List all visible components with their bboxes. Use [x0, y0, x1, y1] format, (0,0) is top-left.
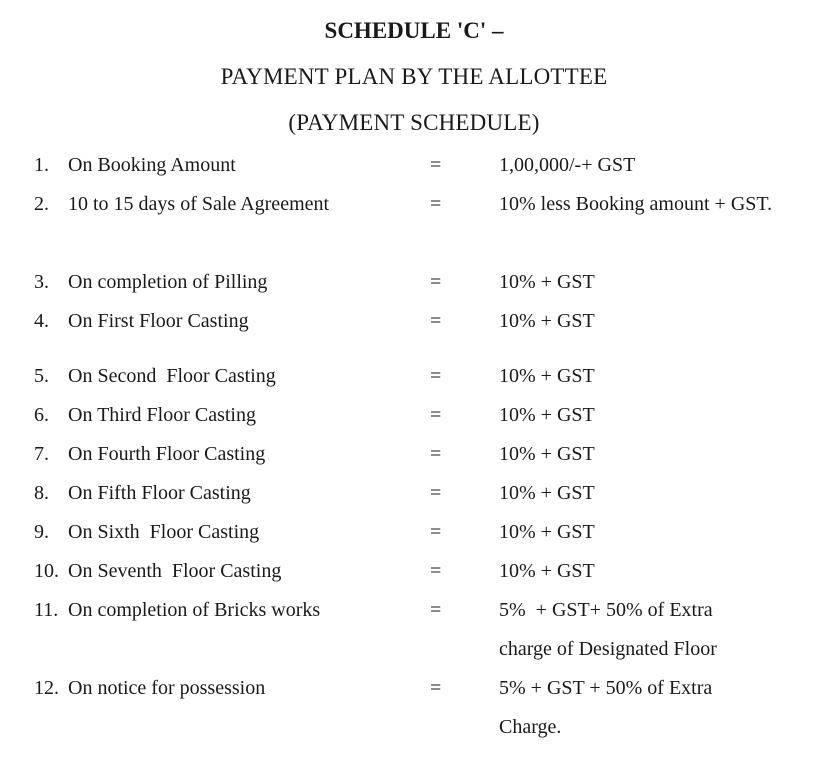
row-number: 1.	[34, 154, 49, 176]
row-number: 5.	[34, 365, 49, 387]
row-separator: =	[430, 482, 442, 504]
row-separator: =	[430, 521, 442, 543]
row-value: 5% + GST + 50% of Extra Charge.	[499, 677, 713, 738]
document-title: SCHEDULE 'C' –	[324, 18, 504, 43]
row-number: 2.	[34, 193, 49, 215]
row-value: 10% + GST	[499, 482, 595, 504]
row-number: 7.	[34, 443, 49, 465]
row-label: On Booking Amount	[68, 154, 236, 176]
row-value: 10% + GST	[499, 404, 595, 426]
row-value: 10% + GST	[499, 310, 595, 332]
row-value: 10% + GST	[499, 443, 595, 465]
row-label: 10 to 15 days of Sale Agreement	[68, 193, 330, 215]
document-subtitle-secondary: (PAYMENT SCHEDULE)	[288, 110, 540, 135]
row-separator: =	[430, 193, 442, 215]
row-value: 10% + GST	[499, 560, 595, 582]
row-value: 5% + GST+ 50% of Extra charge of Designated Floor	[499, 599, 718, 660]
row-separator: =	[430, 271, 442, 293]
row-number: 9.	[34, 521, 49, 543]
row-separator: =	[430, 310, 442, 332]
row-separator: =	[430, 677, 442, 699]
row-separator: =	[430, 365, 442, 387]
row-number: 11.	[34, 599, 59, 621]
row-label: On notice for possession	[68, 677, 266, 699]
row-label: On completion of Bricks works	[68, 599, 321, 621]
row-number: 4.	[34, 310, 49, 332]
row-value: 10% + GST	[499, 521, 595, 543]
row-label: On Seventh Floor Casting	[68, 560, 282, 582]
row-number: 6.	[34, 404, 49, 426]
document-subtitle: PAYMENT PLAN BY THE ALLOTTEE	[220, 64, 608, 89]
row-separator: =	[430, 560, 442, 582]
row-number: 10.	[34, 560, 59, 582]
row-number: 8.	[34, 482, 49, 504]
row-label: On First Floor Casting	[68, 310, 249, 332]
row-number: 12.	[34, 677, 59, 699]
row-separator: =	[430, 154, 442, 176]
row-label: On completion of Pilling	[68, 271, 268, 293]
row-separator: =	[430, 404, 442, 426]
row-value: 10% + GST	[499, 365, 595, 387]
row-number: 3.	[34, 271, 49, 293]
row-separator: =	[430, 599, 442, 621]
row-label: On Second Floor Casting	[68, 365, 276, 387]
row-label: On Third Floor Casting	[68, 404, 256, 426]
row-label: On Sixth Floor Casting	[68, 521, 260, 543]
row-label: On Fourth Floor Casting	[68, 443, 266, 465]
row-value: 10% + GST	[499, 271, 595, 293]
row-value: 10% less Booking amount + GST.	[499, 193, 773, 215]
row-separator: =	[430, 443, 442, 465]
row-label: On Fifth Floor Casting	[68, 482, 251, 504]
row-value: 1,00,000/-+ GST	[499, 154, 636, 176]
